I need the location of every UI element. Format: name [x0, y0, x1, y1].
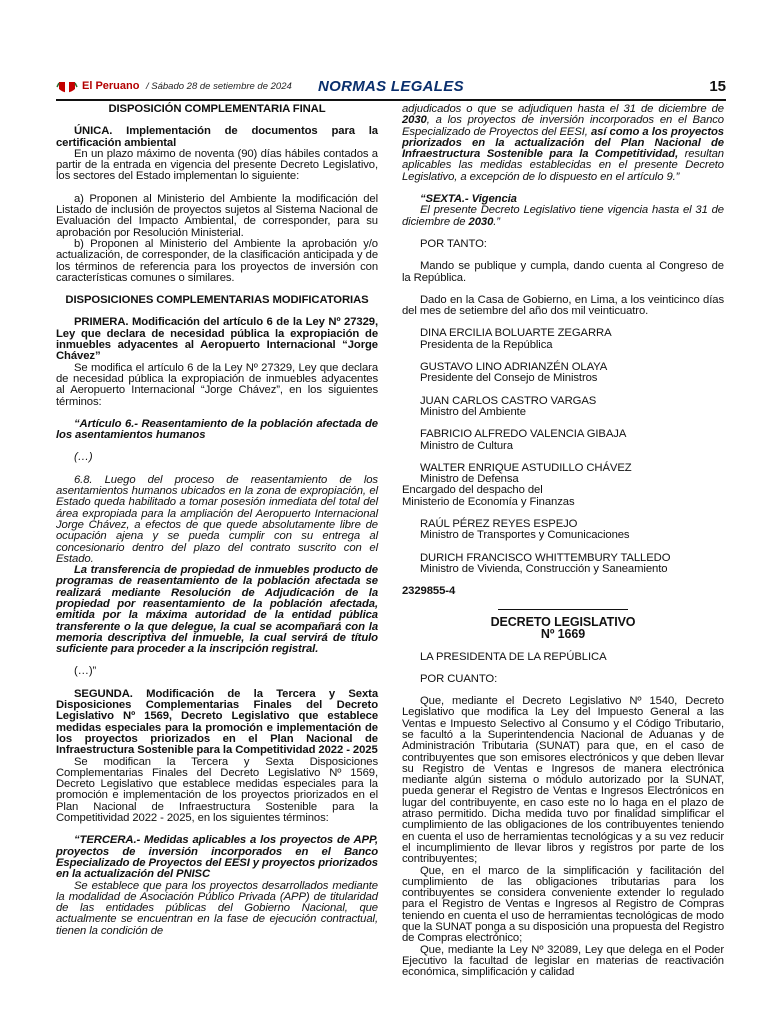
signatory-role: Ministro de Transportes y Comunicaciones: [420, 529, 630, 542]
signatories-list: [402, 328, 724, 586]
sexta-title: “SEXTA.- Vigencia: [420, 193, 517, 206]
unica-title: ÚNICA. Implementación de documentos para la certificación ambiental: [56, 125, 378, 149]
signatory-role: Presidente del Consejo de Ministros: [420, 372, 598, 385]
signatory-name: WALTER ENRIQUE ASTUDILLO CHÁVEZ: [420, 461, 632, 474]
left-column: [56, 104, 378, 937]
dado-paragraph: Dado en la Casa de Gobierno, en Lima, a los veinticinco días del mes de setiembre del año dos mil veinticuatro.: [402, 293, 724, 318]
decree-title: DECRETO LEGISLATIVO: [490, 614, 636, 629]
continuation-text-2: , a los proyectos de inversión incorporados en el Banco Especializado de Proyectos del EESI,: [402, 114, 724, 138]
mando-paragraph: Mando se publique y cumpla, dando cuenta al Congreso de la República.: [402, 260, 724, 284]
signatory-role: Ministro de Cultura: [420, 439, 513, 452]
publication-code: 2329855-4: [402, 585, 456, 598]
tercera-title: “TERCERA.- Medidas aplicables a los proyectos de APP, proyectos de inversión incorporados en el Banco Especializado de Proyectos del EESI y proyectos priorizados en la actualización del PNISC: [56, 834, 378, 881]
primera-title: PRIMERA. Modificación del artículo 6 de la Ley Nº 27329, Ley que declara de necesidad pública la expropiación de inmuebles adyacentes al Aeropuerto Internacional “Jorge Chávez”: [56, 316, 378, 363]
por-tanto: POR TANTO:: [420, 237, 487, 250]
por-cuanto: POR CUANTO:: [420, 672, 498, 685]
sexta-end: .”: [493, 215, 500, 228]
ellipsis-1: (…): [74, 451, 93, 464]
signatory-name: DURICH FRANCISCO WHITTEMBURY TALLEDO: [420, 551, 671, 564]
segunda-title: SEGUNDA. Modificación de la Tercera y Sexta Disposiciones Complementarias Finales del Decreto Legislativo Nº 1569, Decreto Legislativo que establece medidas especiales para la promoción e implementación de los proyectos priorizados en el Plan Nacional de Infraestructura Sostenible para la Competitividad 2022 - 2025: [56, 687, 378, 757]
president-heading: LA PRESIDENTA DE LA REPÚBLICA: [420, 650, 607, 663]
continuation-text-3: resultan aplicables las medidas establecidas en el presente Decreto Legislativo, a excepción de lo dispuesto en el artículo 9.”: [402, 148, 724, 183]
considerando-3: Que, mediante la Ley Nº 32089, Ley que delega en el Poder Ejecutivo la facultad de legislar en materias de reactivación económica, simplificación y calidad: [402, 943, 724, 979]
header-rule: [56, 99, 726, 101]
decree-number: Nº 1669: [540, 627, 586, 641]
sexta-year: 2030: [468, 215, 494, 228]
signatory-name: RAÚL PÉREZ REYES ESPEJO: [420, 518, 578, 531]
continuation-year: 2030: [402, 114, 427, 127]
right-column: [402, 104, 724, 979]
signatory-role: Ministro de Vivienda, Construcción y Saneamiento: [420, 562, 668, 575]
primera-paragraph: Se modifica el artículo 6 de la Ley Nº 27329, Ley que declara de necesidad pública la expropiación de inmuebles adyacentes al Aeropuerto Internacional “Jorge Chávez”, en los siguientes términos:: [56, 361, 378, 408]
signatory-name: GUSTAVO LINO ADRIANZÉN OLAYA: [420, 361, 608, 374]
tercera-continuation: [402, 104, 724, 183]
item-b: b) Proponen al Ministerio del Ambiente la aprobación y/o actualización, de corresponder, de la clasificación anticipada y de los términos de referencia para los proyectos de inversión con características comunes o similares.: [56, 237, 378, 284]
unica-paragraph: En un plazo máximo de noventa (90) días hábiles contados a partir de la entrada en vigencia del presente Decreto Legislativo, los sectores del Estado implementan lo siguiente:: [56, 147, 378, 183]
signatory-role: Ministro de Defensa Encargado del despacho del Ministerio de Economía y Finanzas: [402, 473, 575, 508]
ellipsis-2: (…)”: [74, 665, 97, 678]
decree-separator: [498, 609, 628, 610]
signatory-role: Ministro del Ambiente: [420, 405, 526, 418]
article-6-title: “Artículo 6.- Reasentamiento de la población afectada de los asentamientos humanos: [56, 417, 378, 442]
considerando-1: Que, mediante el Decreto Legislativo Nº 1540, Decreto Legislativo que modifica la Ley del Impuesto General a las Ventas e Impuesto Selectivo al Consumo y el Código Tributario, se facultó a la Superintendencia Nacional de Aduanas y de Administración Tributaria (SUNAT) para que, en el caso de contribuyentes que son emisores electrónicos y que deben llevar su Registro de Ventas e Ingresos de manera electrónica mediante algún sistema o módulo autorizado por la SUNAT, pueda generar el Registro de Ventas e Ingresos Electrónicos en lugar del contribuyente, en caso este no lo haga en el plazo de atraso permitido. Dicha medida tuvo por finalidad simplificar el cumplimiento de las obligaciones de los contribuyentes teniendo en cuenta el uso de herramientas tecnológicas y a su vez reducir el incumplimiento de llevar libros y registros por parte de los contribuyentes;: [402, 695, 724, 866]
tercera-paragraph: Se establece que para los proyectos desarrollados mediante la modalidad de Asociación Público Privada (APP) de titularidad de las entidades públicas del Gobierno Nacional, que actualmente se encuentran en la fase de ejecución contractual, tienen la condición de: [56, 879, 378, 937]
publication-date: / Sábado 28 de setiembre de 2024: [146, 81, 292, 92]
sexta-paragraph: [402, 205, 724, 228]
considerando-2: Que, en el marco de la simplificación y facilitación del cumplimiento de las obligaciones tributarias para los contribuyentes se considera conveniente extender lo regulado para el Registro de Ventas e Ingresos al Registro de Compras teniendo en cuenta el uso de herramientas tecnológicas de modo que la SUNAT ponga a su disposición una propuesta del Registro de Compras electrónico;: [402, 864, 724, 945]
section-title: NORMAS LEGALES: [318, 78, 464, 95]
signatory-role: Presidenta de la República: [420, 338, 553, 351]
coat-of-arms-icon: [56, 79, 78, 97]
heading-modifying-provisions: DISPOSICIONES COMPLEMENTARIAS MODIFICATORIAS: [65, 294, 369, 307]
signatory-name: FABRICIO ALFREDO VALENCIA GIBAJA: [420, 428, 627, 441]
page-number: 15: [709, 78, 726, 95]
page-header: [56, 78, 726, 100]
heading-final-provision: DISPOSICIÓN COMPLEMENTARIA FINAL: [108, 103, 326, 115]
brand-name: El Peruano: [82, 80, 140, 92]
signatory-name: JUAN CARLOS CASTRO VARGAS: [420, 394, 597, 407]
paragraph-6-8: 6.8. Luego del proceso de reasentamiento de los asentamientos humanos ubicados en la zona de expropiación, el Estado queda habilitado a tomar posesión inmediata del total del área expropiada para la ampliación del Aeropuerto Internacional Jorge Chávez, a efectos de que quede absolutamente libre de ocupación ajena y se pueda cumplir con su entrega al concesionario dentro del plazo del contrato suscrito con el Estado.: [56, 473, 378, 565]
signatory-name: DINA ERCILIA BOLUARTE ZEGARRA: [420, 327, 612, 340]
segunda-paragraph: Se modifican la Tercera y Sexta Disposiciones Complementarias Finales del Decreto Legislativo Nº 1569, Decreto Legislativo que establece medidas especiales para la promoción e implementación de los proyectos priorizados en el Plan Nacional de Infraestructura Sostenible para la Competitividad 2022 - 2025, en los siguientes términos:: [56, 755, 378, 825]
item-a: a) Proponen al Ministerio del Ambiente la modificación del Listado de inclusión de proyectos sujetos al Sistema Nacional de Evaluación del Impacto Ambiental, de corresponder, para su aprobación por Resolución Ministerial.: [56, 192, 378, 239]
paragraph-6-8-bold: La transferencia de propiedad de inmuebles producto de programas de reasentamiento de la población afectada se realizará mediante Resolución de Adjudicación de la propiedad por reasentamiento de la población afectada, emitida por la máxima autoridad de la entidad pública transferente o la que delegue, la cual se acompañará con la memoria descriptiva del inmueble, la cual servirá de título suficiente para proceder a la inscripción registral.: [56, 564, 378, 656]
sexta-text: El presente Decreto Legislativo tiene vigencia hasta el 31 de diciembre de: [402, 204, 724, 228]
continuation-bold: así como a los proyectos priorizados en la actualización del Plan Nacional de Infraestructura Sostenible para la Competitividad,: [402, 125, 724, 161]
continuation-text-1: adjudicados o que se adjudiquen hasta el 31 de diciembre de: [402, 103, 724, 115]
